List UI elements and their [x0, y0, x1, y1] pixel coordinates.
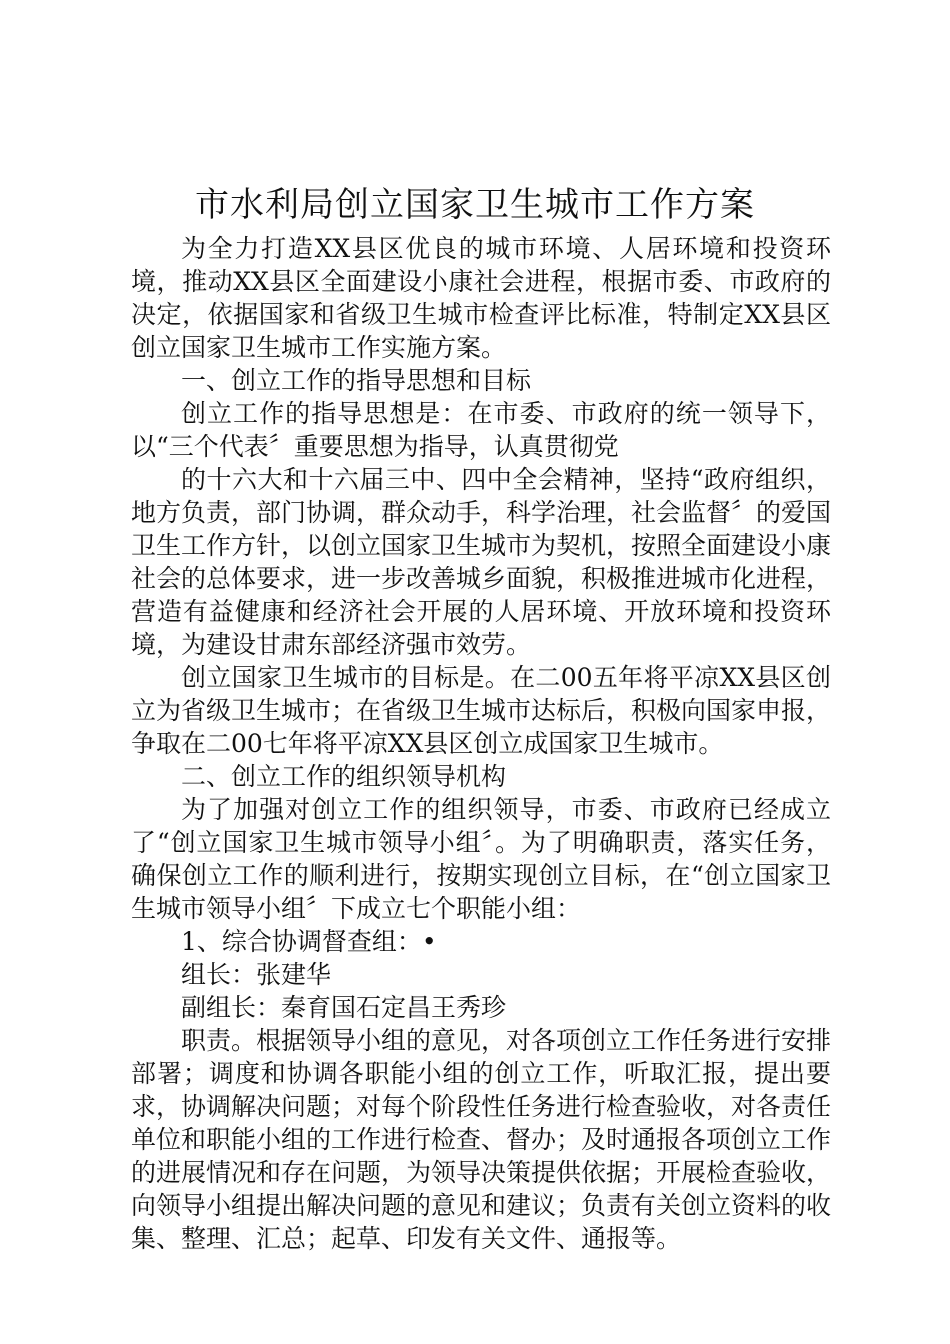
guiding-thought-paragraph: 创立工作的指导思想是：在市委、市政府的统一领导下，以“三个代表〞重要思想为指导，认真贯彻党: [131, 399, 831, 461]
document-title: 市水利局创立国家卫生城市工作方案: [195, 185, 755, 225]
organization-paragraph: 为了加强对创立工作的组织领导，市委、市政府已经成立了“创立国家卫生城市领导小组〞。为了明确职责，落实任务，确保创立工作的顺利进行，按期实现创立目标，在“创立国家卫生城市领导小组〞下成立七个职能小组：: [131, 795, 831, 923]
group-deputy-line: 副组长：秦育国石定昌王秀珍: [181, 993, 507, 1022]
guiding-thought-continued-paragraph: 的十六大和十六届三中、四中全会精神，坚持“政府组织，地方负责，部门协调，群众动手，科学治理，社会监督〞的爱国卫生工作方针，以创立国家卫生城市为契机，按照全面建设小康社会的总体要求，进一步改善城乡面貌，积极推进城市化进程，营造有益健康和经济社会开展的人居环境、开放环境和投资环境，为建设甘肃东部经济强市效劳。: [131, 465, 832, 659]
group-duties-paragraph: 职责。根据领导小组的意见，对各项创立工作任务进行安排部署；调度和协调各职能小组的创立工作，听取汇报，提出要求，协调解决问题；对每个阶段性任务进行检查验收，对各责任单位和职能小组的工作进行检查、督办；及时通报各项创立工作的进展情况和存在问题，为领导决策提供依据；开展检查验收，向领导小组提出解决问题的意见和建议；负责有关创立资料的收集、整理、汇总；起草、印发有关文件、通报等。: [131, 1026, 832, 1253]
section-heading-2: 二、创立工作的组织领导机构: [181, 762, 507, 791]
document-body: [131, 232, 831, 1255]
section-heading-1: 一、创立工作的指导思想和目标: [181, 366, 532, 395]
group-leader-line: 组长：张建华: [181, 960, 332, 989]
goal-paragraph: 创立国家卫生城市的目标是。在二00五年将平凉XX县区创立为省级卫生城市；在省级卫生城市达标后，积极向国家申报，争取在二00七年将平凉XX县区创立成国家卫生城市。: [131, 663, 832, 758]
group-1-heading: 1、综合协调督查组：•: [181, 927, 437, 956]
intro-paragraph: 为全力打造XX县区优良的城市环境、人居环境和投资环境，推动XX县区全面建设小康社会进程，根据市委、市政府的决定，依据国家和省级卫生城市检查评比标准，特制定XX县区创立国家卫生城市工作实施方案。: [131, 234, 831, 362]
